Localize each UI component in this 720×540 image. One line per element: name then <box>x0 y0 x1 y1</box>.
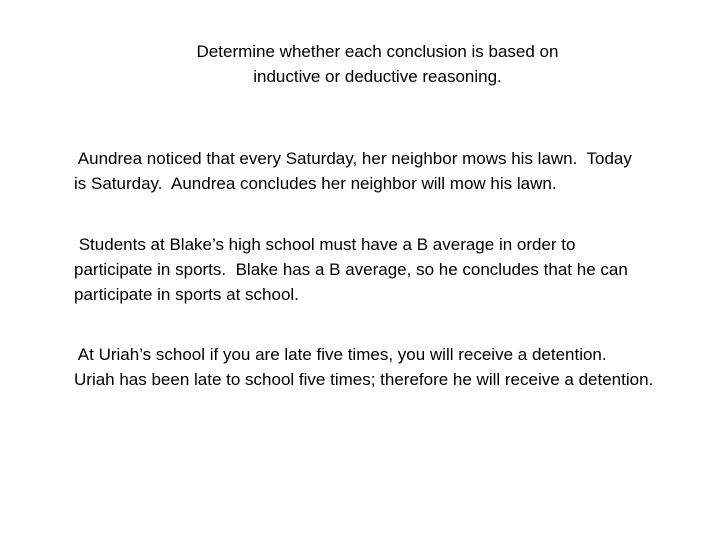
conclusion-item-uriah <box>74 342 704 392</box>
item-line: participate in sports at school. <box>74 285 299 304</box>
slide-title <box>100 39 655 89</box>
item-line: is Saturday. Aundrea concludes her neighbor will mow his lawn. <box>74 174 557 193</box>
item-line: Uriah has been late to school five times; therefore he will receive a detention. <box>74 370 654 389</box>
item-line: Aundrea noticed that every Saturday, her neighbor mows his lawn. Today <box>74 149 632 168</box>
title-line-2: inductive or deductive reasoning. <box>253 67 502 86</box>
conclusion-item-aundrea <box>74 146 704 196</box>
title-line-1: Determine whether each conclusion is based on <box>196 42 559 61</box>
item-line: At Uriah’s school if you are late five times, you will receive a detention. <box>74 345 607 364</box>
conclusion-item-blake <box>74 232 704 307</box>
item-line: Students at Blake’s high school must have a B average in order to <box>74 235 576 254</box>
item-line: participate in sports. Blake has a B average, so he concludes that he can <box>74 260 628 279</box>
